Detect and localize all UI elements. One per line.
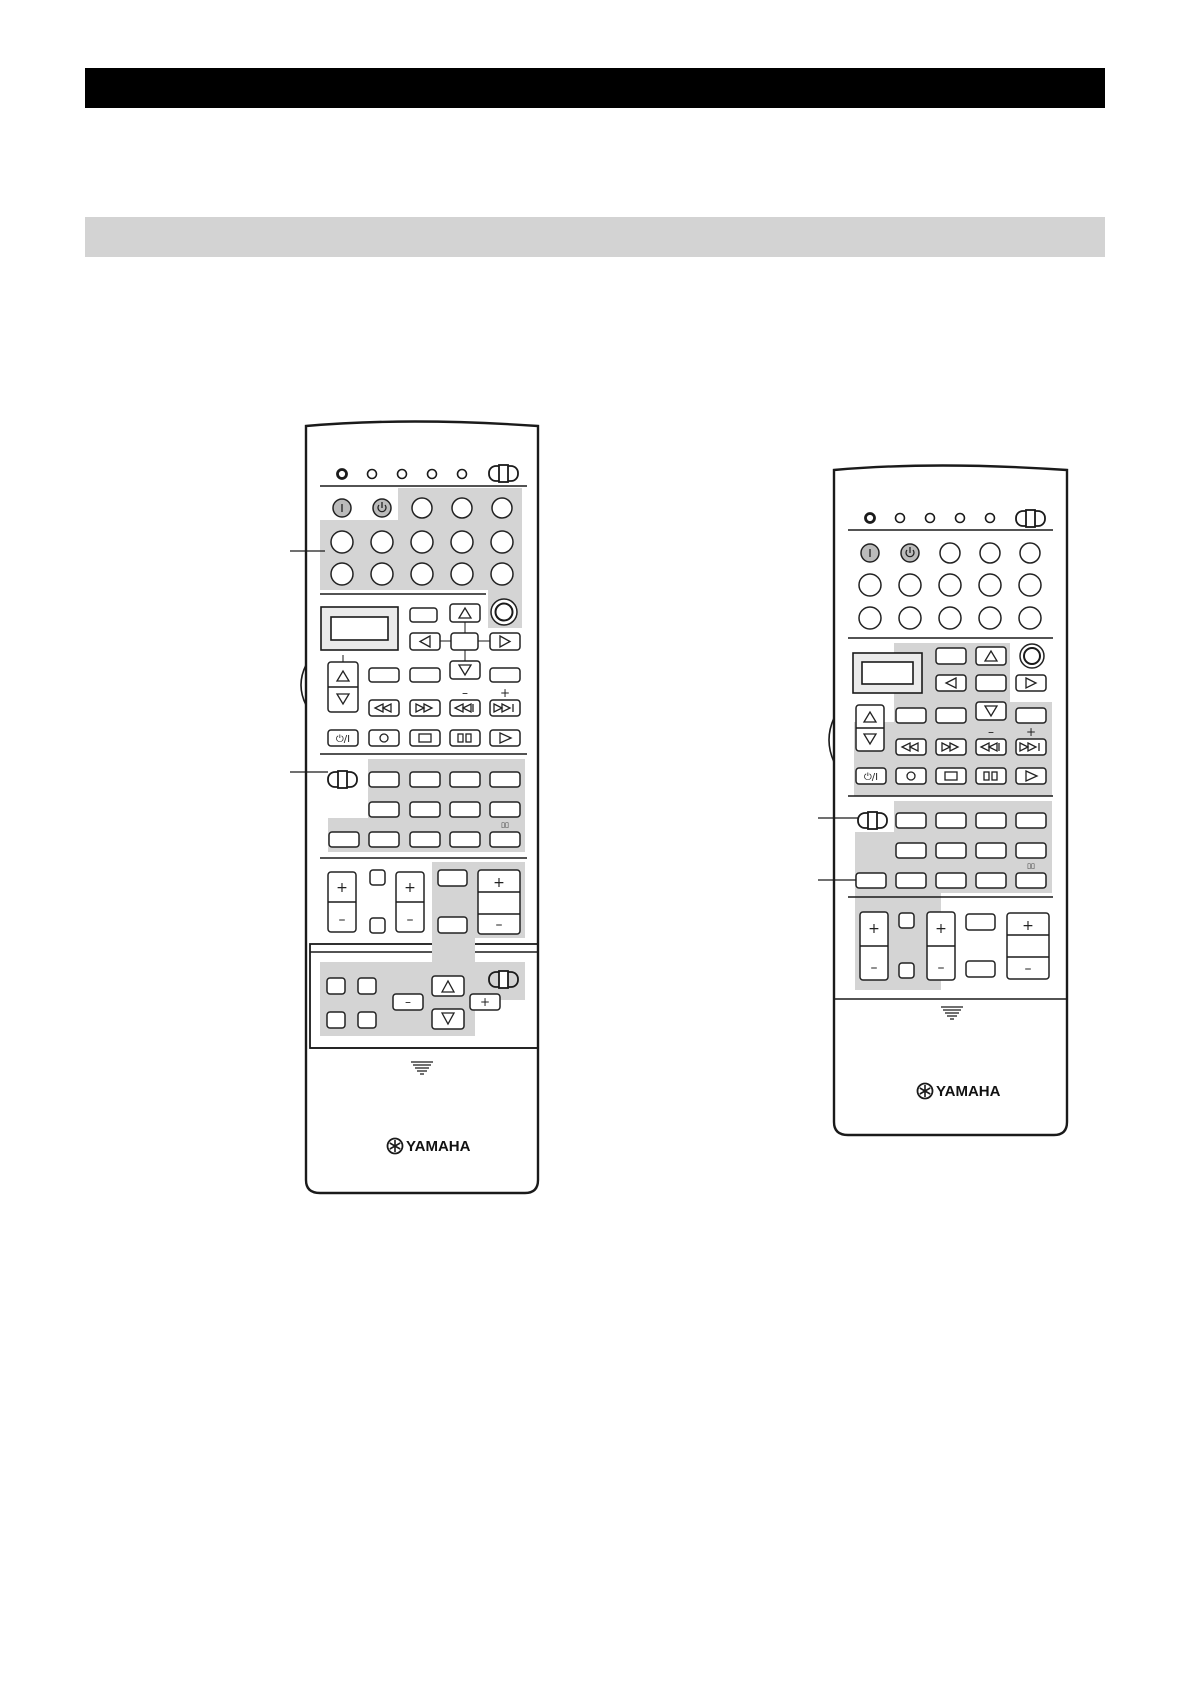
brand-logo-text: YAMAHA [406, 1138, 471, 1155]
svg-text:+: + [1022, 918, 1034, 934]
svg-text:⏻/I: ⏻/I [863, 772, 879, 783]
svg-text:–: – [988, 725, 994, 739]
svg-text:+: + [868, 921, 880, 937]
svg-text:–: – [937, 960, 945, 976]
svg-text:–: – [870, 960, 878, 976]
svg-text:+: + [1025, 725, 1037, 739]
svg-text:▯▯: ▯▯ [1027, 862, 1035, 870]
svg-text:–: – [495, 917, 503, 933]
svg-text:▯▯: ▯▯ [501, 821, 509, 829]
svg-text:+: + [404, 880, 416, 896]
svg-text:–: – [462, 686, 468, 700]
svg-text:–: – [406, 912, 414, 928]
svg-text:–: – [405, 995, 411, 1009]
remote-compact [818, 466, 1067, 1136]
svg-text:+: + [336, 880, 348, 896]
brand-logo-text-compact: YAMAHA [936, 1083, 1001, 1100]
svg-text:–: – [338, 912, 346, 928]
svg-text:+: + [479, 995, 491, 1009]
svg-text:⏻/I: ⏻/I [335, 734, 351, 745]
svg-text:+: + [493, 875, 505, 891]
svg-text:+: + [499, 686, 511, 700]
remote-large [290, 422, 538, 1194]
svg-text:–: – [1024, 961, 1032, 977]
svg-text:+: + [935, 921, 947, 937]
